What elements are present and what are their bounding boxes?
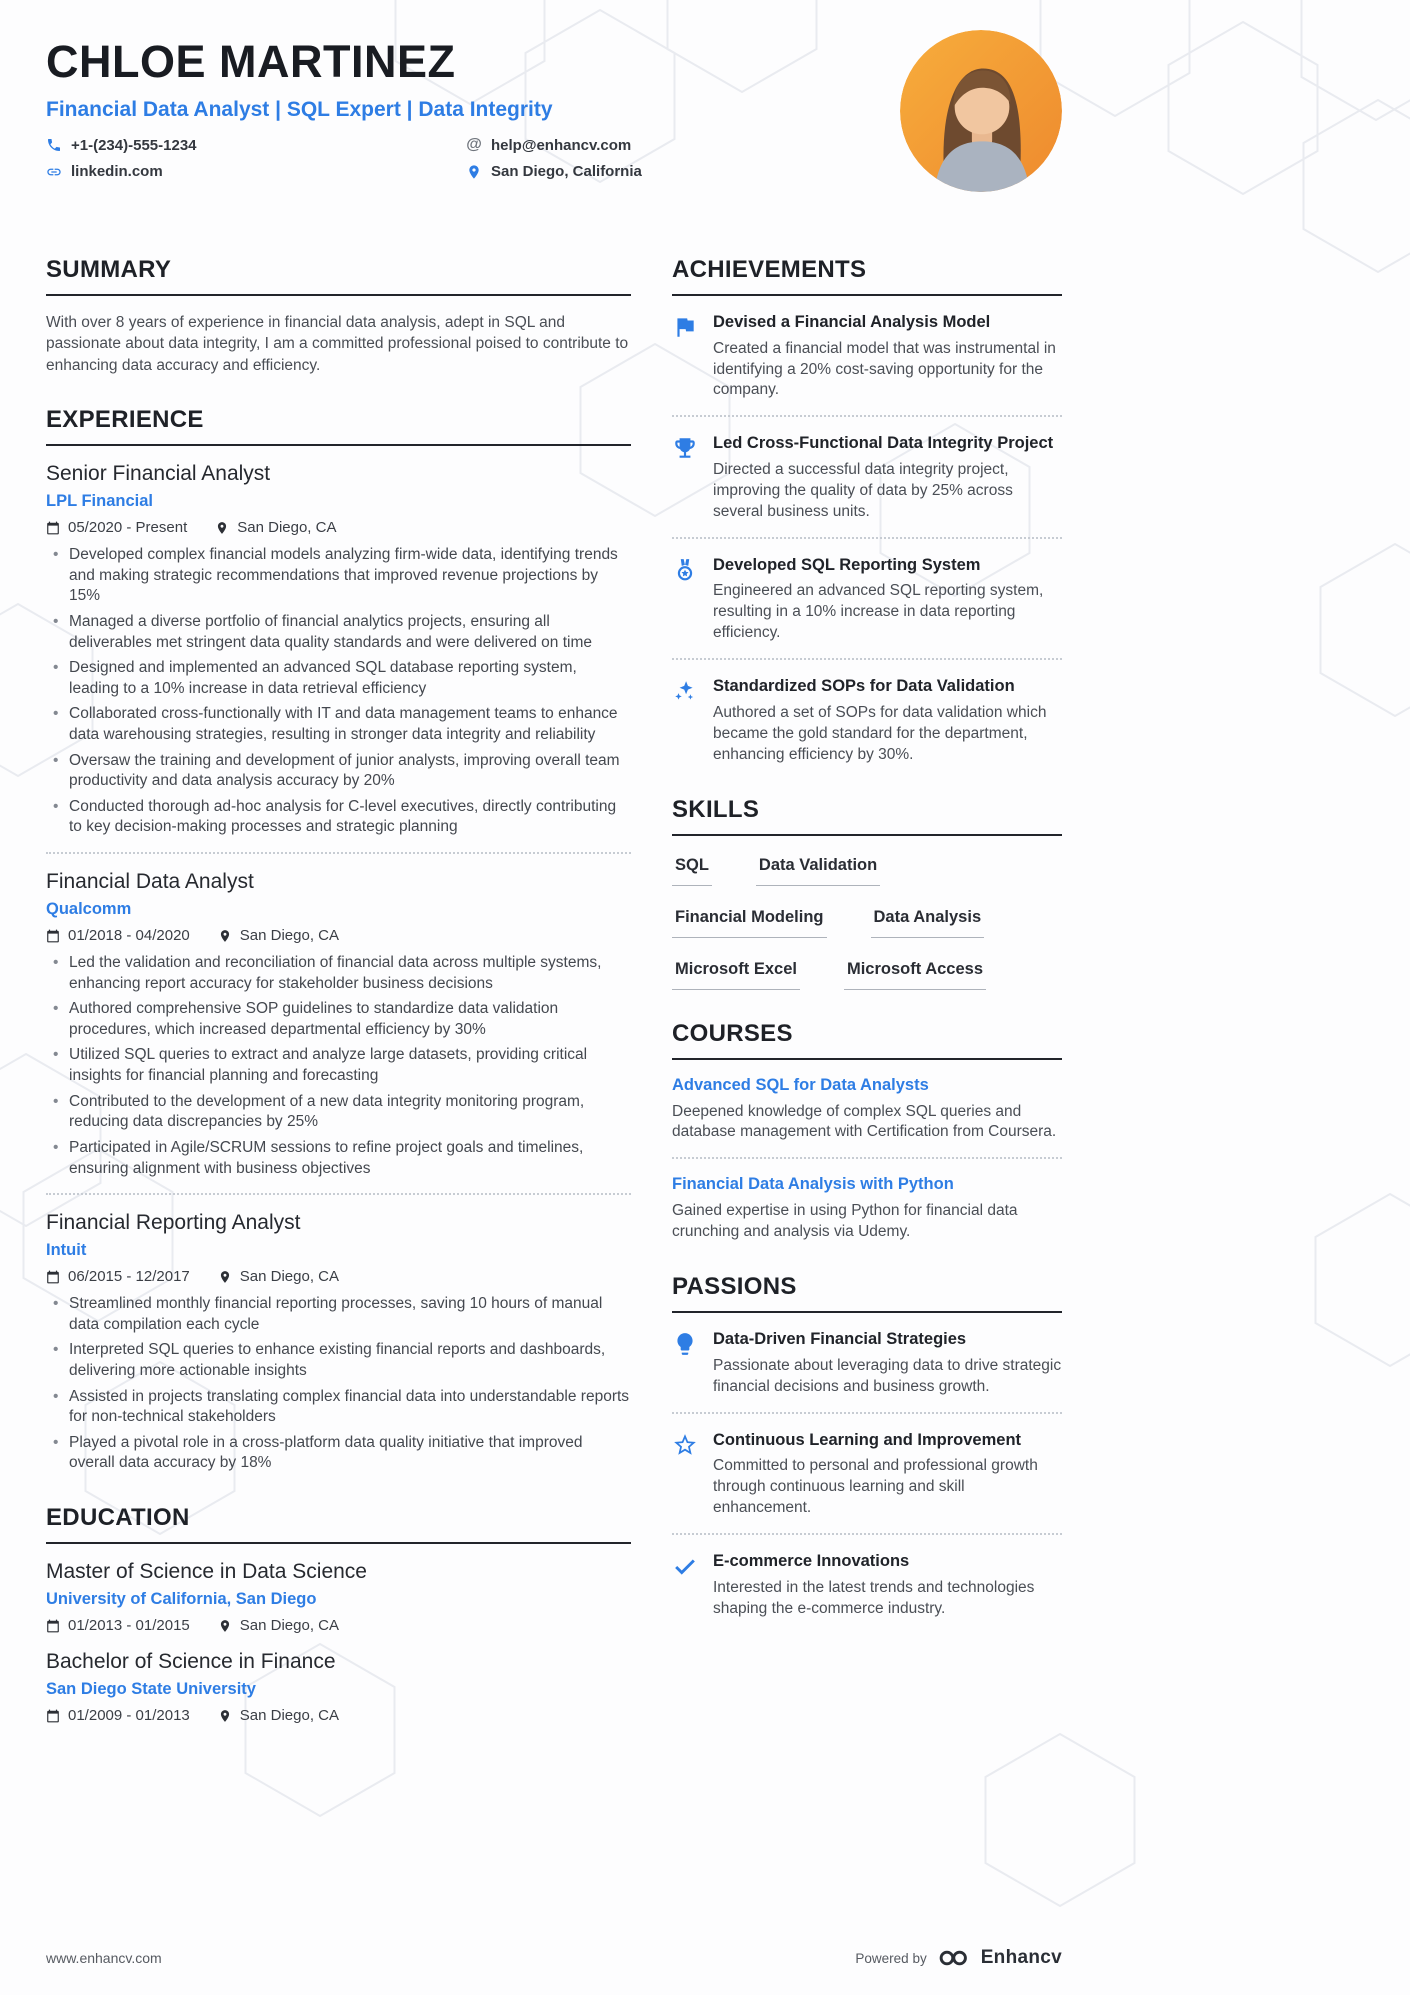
bullet-item: • Authored comprehensive SOP guidelines to standardize data validation procedures, which increased departmental efficiency by 30%	[46, 999, 631, 1040]
check-icon	[672, 1551, 699, 1619]
course-item	[672, 1175, 1062, 1243]
company-name: Qualcomm	[46, 900, 132, 919]
dotted-divider	[672, 1412, 1062, 1414]
dotted-divider	[46, 1193, 631, 1195]
education-heading: EDUCATION	[46, 1504, 631, 1544]
skills-list	[672, 852, 1062, 990]
job-meta	[46, 927, 631, 944]
dotted-divider	[46, 852, 631, 854]
location-text: San Diego, CA	[239, 927, 340, 945]
bullet-item: • Participated in Agile/SCRUM sessions to refine project goals and timelines, ensuring alignment with business objectives	[46, 1138, 631, 1179]
courses-heading: COURSES	[672, 1020, 1062, 1060]
link-icon	[46, 164, 62, 180]
avatar	[900, 30, 1062, 192]
education-entry	[46, 1650, 631, 1724]
location-text: San Diego, CA	[239, 1268, 340, 1286]
dotted-divider	[672, 537, 1062, 539]
lightbulb-icon	[672, 1329, 699, 1397]
experience-entry	[46, 462, 631, 838]
phone-icon	[46, 137, 62, 153]
passion-text: Passionate about leveraging data to drive strategic financial decisions and business growth.	[713, 1356, 1062, 1395]
flag-icon	[672, 312, 699, 401]
job-bullets	[46, 545, 631, 838]
location-text: San Diego, CA	[239, 1707, 340, 1725]
skill-item: Microsoft Access	[844, 960, 986, 990]
school-location	[218, 1617, 339, 1634]
dates-text: 01/2009 - 01/2013	[68, 1707, 190, 1725]
experience-entry	[46, 1211, 631, 1474]
job-location	[215, 519, 336, 536]
location-pin-icon	[218, 1270, 232, 1284]
job-bullets	[46, 1294, 631, 1474]
location-text: San Diego, CA	[237, 519, 337, 537]
location-pin-icon	[466, 164, 482, 180]
bullet-item: • Collaborated cross-functionally with IT and data management teams to enhance data warehousing strategies, resulting in stronger data integrity and reliability	[46, 704, 631, 745]
achievement-text: Authored a set of SOPs for data validation which became the gold standard for the department, enhancing efficiency by 30%.	[713, 703, 1047, 763]
headline: Financial Data Analyst | SQL Expert | Data Integrity	[46, 98, 553, 121]
bullet-item: • Assisted in projects translating complex financial data into understandable reports for non-technical stakeholders	[46, 1387, 631, 1428]
calendar-icon	[46, 1619, 60, 1633]
bullet-item: • Streamlined monthly financial reporting processes, saving 10 hours of manual data compilation each cycle	[46, 1294, 631, 1335]
course-title: Advanced SQL for Data Analysts	[672, 1075, 929, 1094]
candidate-name: CHLOE MARTINEZ	[46, 36, 456, 87]
phone-number: +1-(234)-555-1234	[71, 136, 197, 154]
dotted-divider	[672, 1157, 1062, 1159]
achievement-text: Directed a successful data integrity project, improving the quality of data by 25% across several business units.	[713, 461, 1013, 520]
achievement-item	[672, 676, 1062, 765]
bullet-item: • Conducted thorough ad-hoc analysis for C-level executives, directly contributing to key decision-making processes and strategic planning	[46, 797, 631, 838]
bullet-item: • Contributed to the development of a new data integrity monitoring program, reducing data discrepancies by 25%	[46, 1092, 631, 1133]
school-name: University of California, San Diego	[46, 1590, 317, 1609]
powered-by[interactable]	[855, 1947, 1062, 1969]
experience-heading: EXPERIENCE	[46, 406, 631, 446]
bullet-item: • Oversaw the training and development of junior analysts, improving overall team productivity and data analysis accuracy by 20%	[46, 751, 631, 792]
bullet-item: • Managed a diverse portfolio of financial analytics projects, ensuring all deliverables met stringent data quality standards and were delivered on time	[46, 612, 631, 653]
dates-text: 05/2020 - Present	[68, 519, 188, 537]
passions-section	[672, 1273, 1062, 1619]
course-text: Gained expertise in using Python for financial data crunching and analysis via Udemy.	[672, 1202, 1018, 1241]
site-link[interactable]: www.enhancv.com	[46, 1950, 162, 1966]
education-meta	[46, 1707, 631, 1724]
passion-item	[672, 1430, 1062, 1519]
achievement-item	[672, 433, 1062, 522]
job-meta	[46, 519, 631, 536]
education-entry	[46, 1560, 631, 1634]
link-contact[interactable]	[46, 163, 466, 180]
company-name: LPL Financial	[46, 492, 153, 511]
education-section	[46, 1504, 631, 1724]
left-column	[46, 256, 631, 1754]
course-item	[672, 1076, 1062, 1144]
dotted-divider	[672, 415, 1062, 417]
company-name: Intuit	[46, 1241, 87, 1260]
skill-item: Data Validation	[756, 856, 880, 886]
dotted-divider	[672, 658, 1062, 660]
dates-text: 06/2015 - 12/2017	[68, 1268, 190, 1286]
passion-item	[672, 1329, 1062, 1397]
passion-title: E-commerce Innovations	[713, 1552, 910, 1571]
summary-text: With over 8 years of experience in financial data analysis, adept in SQL and passionate about data integrity, I am a committed professional poised to contribute to enhancing data accuracy and efficiency.	[46, 314, 629, 374]
education-meta	[46, 1617, 631, 1634]
degree-title: Bachelor of Science in Finance	[46, 1650, 336, 1674]
date-range	[46, 1707, 190, 1724]
brand-name: Enhancv	[980, 1947, 1062, 1968]
calendar-icon	[46, 1270, 60, 1284]
location-pin-icon	[218, 1709, 232, 1723]
date-range	[46, 1617, 190, 1634]
calendar-icon	[46, 521, 60, 535]
date-range	[46, 519, 187, 536]
dates-text: 01/2013 - 01/2015	[68, 1617, 190, 1635]
phone-contact[interactable]	[46, 136, 466, 154]
email-contact[interactable]	[466, 136, 746, 154]
date-range	[46, 1268, 190, 1285]
bullet-item: • Interpreted SQL queries to enhance existing financial reports and dashboards, delivering more actionable insights	[46, 1340, 631, 1381]
achievement-title: Developed SQL Reporting System	[713, 555, 981, 574]
star-icon	[672, 1430, 699, 1519]
email-address: help@enhancv.com	[491, 136, 632, 154]
achievement-title: Devised a Financial Analysis Model	[713, 313, 991, 331]
contact-row	[46, 136, 746, 180]
degree-title: Master of Science in Data Science	[46, 1560, 367, 1584]
achievements-heading: ACHIEVEMENTS	[672, 256, 1062, 296]
skills-heading: SKILLS	[672, 796, 1062, 836]
link-text: linkedin.com	[71, 163, 163, 180]
course-text: Deepened knowledge of complex SQL queries and database management with Certification from Coursera.	[672, 1102, 1057, 1141]
footer	[46, 1947, 1062, 1969]
job-title: Financial Data Analyst	[46, 870, 254, 894]
trophy-icon	[672, 433, 699, 522]
sparkle-icon	[672, 676, 699, 765]
passion-item	[672, 1551, 1062, 1619]
summary-heading: SUMMARY	[46, 256, 631, 296]
achievement-item	[672, 555, 1062, 644]
job-bullets	[46, 953, 631, 1179]
job-location	[218, 1268, 339, 1285]
job-title: Senior Financial Analyst	[46, 462, 271, 486]
passion-title: Data-Driven Financial Strategies	[713, 1330, 967, 1349]
calendar-icon	[46, 929, 60, 943]
achievements-section	[672, 256, 1062, 766]
skill-item: Data Analysis	[871, 908, 985, 938]
achievement-title: Led Cross-Functional Data Integrity Project	[713, 434, 1054, 453]
summary-section	[46, 256, 631, 376]
dotted-divider	[672, 1533, 1062, 1535]
achievement-item	[672, 312, 1062, 401]
bullet-item: • Utilized SQL queries to extract and analyze large datasets, providing critical insights for financial planning and forecasting	[46, 1045, 631, 1086]
header	[46, 36, 1062, 208]
experience-section	[46, 406, 631, 1474]
dates-text: 01/2018 - 04/2020	[68, 927, 190, 945]
experience-entry	[46, 870, 631, 1179]
location-text: San Diego, California	[491, 163, 642, 180]
skill-item: Financial Modeling	[672, 908, 827, 938]
main-columns	[46, 256, 1062, 1754]
at-icon: @	[466, 136, 482, 153]
location-pin-icon	[218, 929, 232, 943]
course-title: Financial Data Analysis with Python	[672, 1175, 954, 1194]
passion-title: Continuous Learning and Improvement	[713, 1430, 1022, 1449]
job-location	[218, 927, 339, 944]
bullet-item: • Designed and implemented an advanced SQL database reporting system, leading to a 10% increase in data retrieval efficiency	[46, 658, 631, 699]
achievement-title: Standardized SOPs for Data Validation	[713, 677, 1015, 696]
right-column	[672, 256, 1062, 1754]
location-text: San Diego, CA	[239, 1617, 340, 1635]
skill-item: Microsoft Excel	[672, 960, 800, 990]
courses-section	[672, 1020, 1062, 1244]
location-contact	[466, 163, 746, 180]
bullet-item: • Developed complex financial models analyzing firm-wide data, identifying trends and making strategic recommendations that improved revenue projections by 15%	[46, 545, 631, 607]
school-location	[218, 1707, 339, 1724]
bullet-item: • Played a pivotal role in a cross-platform data quality initiative that improved overall data accuracy by 18%	[46, 1433, 631, 1474]
avatar-photo	[900, 30, 1062, 192]
date-range	[46, 927, 190, 944]
location-pin-icon	[215, 521, 229, 535]
achievement-text: Engineered an advanced SQL reporting system, resulting in a 10% increase in data reporting efficiency.	[713, 582, 1044, 642]
location-pin-icon	[218, 1619, 232, 1633]
job-title: Financial Reporting Analyst	[46, 1211, 301, 1235]
bullet-item: • Led the validation and reconciliation of financial data across multiple systems, enhancing report accuracy for stakeholder business decisions	[46, 953, 631, 994]
powered-by-label: Powered by	[855, 1950, 927, 1966]
skill-item: SQL	[672, 856, 712, 886]
school-name: San Diego State University	[46, 1680, 256, 1699]
passion-text: Committed to personal and professional growth through continuous learning and skill enhancement.	[713, 1457, 1038, 1517]
job-meta	[46, 1268, 631, 1285]
enhancv-logo-icon	[937, 1948, 971, 1968]
calendar-icon	[46, 1709, 60, 1723]
skills-section	[672, 796, 1062, 990]
medal-icon	[672, 555, 699, 644]
achievement-text: Created a financial model that was instrumental in identifying a 20% cost-saving opportunity for the company.	[713, 339, 1056, 399]
passion-text: Interested in the latest trends and technologies shaping the e-commerce industry.	[713, 1578, 1035, 1617]
resume-page	[46, 36, 1062, 1754]
passions-heading: PASSIONS	[672, 1273, 1062, 1313]
